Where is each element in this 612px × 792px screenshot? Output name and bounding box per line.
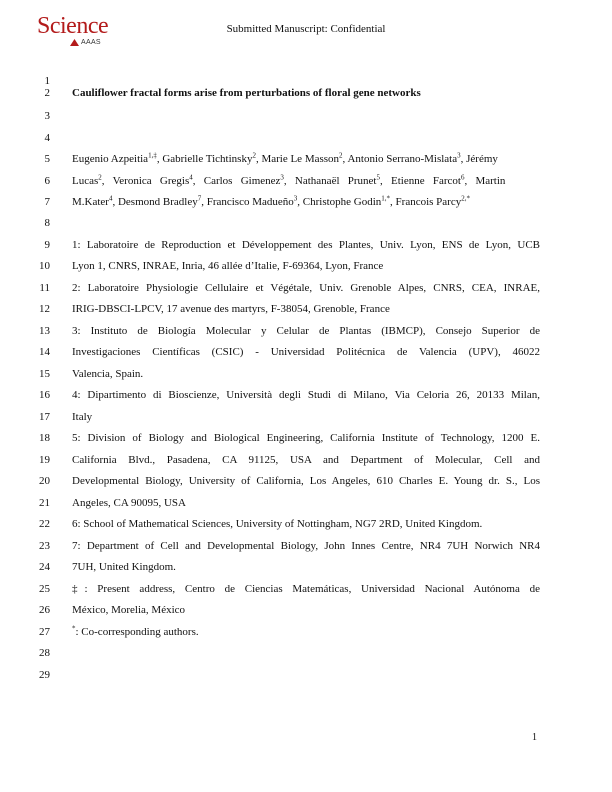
line-number: 29 — [39, 669, 50, 681]
affiliation-text: 1: Laboratoire de Reproduction et Développement des Plantes, Univ. Lyon, ENS de Lyon, UCB — [72, 239, 540, 251]
affiliation-text: Angeles, CA 90095, USA — [72, 497, 186, 509]
manuscript-line — [39, 539, 540, 559]
line-number: 17 — [39, 411, 50, 423]
affiliation-text: Developmental Biology, University of California, Los Angeles, 610 Charles E. Young dr. S., Los — [72, 475, 540, 487]
manuscript-line — [44, 216, 540, 236]
logo-wordmark: Science — [37, 13, 109, 39]
line-number: 2 — [44, 87, 50, 99]
line-number: 27 — [39, 626, 50, 638]
manuscript-line — [39, 281, 540, 301]
manuscript-line — [39, 582, 540, 602]
line-number: 11 — [39, 282, 50, 294]
manuscript-line — [44, 238, 540, 258]
manuscript-line — [39, 517, 540, 537]
manuscript-line — [44, 151, 540, 172]
manuscript-line — [39, 367, 540, 387]
affiliation-text: Investigaciones Científicas (CSIC) - Universidad Politécnica de Valencia (UPV), 46022 — [72, 346, 540, 358]
author-list: M.Kater$^4$, Desmond Bradley$^7$, Francisco Madueño$^3$, Christophe Godin$^{1,*}$, Francois Parcy$^{2,*}$ — [72, 194, 470, 208]
line-number: 3 — [44, 110, 50, 122]
manuscript-line — [39, 259, 540, 279]
manuscript-line — [39, 496, 540, 516]
manuscript-line — [39, 302, 540, 322]
affiliation-text: Italy — [72, 411, 93, 423]
manuscript-line — [39, 560, 540, 580]
line-number: 14 — [39, 346, 50, 358]
affiliation-text: México, Morelia, México — [72, 604, 186, 616]
manuscript-line — [44, 109, 540, 129]
manuscript-line — [39, 474, 540, 494]
line-number: 13 — [39, 325, 50, 337]
line-number: 26 — [39, 604, 50, 616]
line-number: 16 — [39, 389, 50, 401]
line-number: 5 — [44, 153, 50, 165]
line-number: 25 — [39, 583, 50, 595]
manuscript-line — [39, 453, 540, 473]
line-number: 15 — [39, 368, 50, 380]
line-number: 7 — [44, 196, 50, 208]
aaas-mark-icon — [70, 39, 79, 46]
affiliation-text: Valencia, Spain. — [72, 368, 144, 380]
manuscript-line — [44, 173, 540, 194]
affiliation-text: 2: Laboratoire Physiologie Cellulaire et Végétale, Univ. Grenoble Alpes, CNRS, CEA, INRAE, — [72, 282, 540, 294]
manuscript-line — [39, 646, 540, 666]
manuscript-line — [39, 668, 540, 688]
manuscript-line — [39, 345, 540, 365]
line-number: 19 — [39, 454, 50, 466]
corresponding-note: *: Co-corresponding authors. — [72, 624, 199, 638]
affiliation-text: Lyon 1, CNRS, INRAE, Inria, 46 allée d’Italie, F-69364, Lyon, France — [72, 260, 384, 272]
author-list: Lucas$^2$, Veronica Gregis$^4$, Carlos Gimenez$^3$, Nathanaël Prunet$^5$, Etienne Farcot$^6$, Martin — [72, 173, 506, 187]
affiliation-text: 4: Dipartimento di Bioscienze, Università degli Studi di Milano, Via Celoria 26, 20133 Milan, — [72, 389, 540, 401]
line-number: 12 — [39, 303, 50, 315]
line-number: 18 — [39, 432, 50, 444]
manuscript-line — [39, 388, 540, 408]
line-number: 1 — [44, 75, 50, 87]
manuscript-line — [39, 324, 540, 344]
affiliation-text: IRIG-DBSCI-LPCV, 17 avenue des martyrs, F-38054, Grenoble, France — [72, 303, 390, 315]
line-number: 9 — [44, 239, 50, 251]
line-number: 8 — [44, 217, 50, 229]
affiliation-text: 7: Department of Cell and Developmental Biology, John Innes Centre, NR4 7UH Norwich NR4 — [72, 540, 540, 552]
line-number: 24 — [39, 561, 50, 573]
line-number: 6 — [44, 175, 50, 187]
manuscript-line — [44, 194, 540, 215]
affiliation-text: 6: School of Mathematical Sciences, University of Nottingham, NG7 2RD, United Kingdom. — [72, 518, 483, 530]
manuscript-line — [44, 131, 540, 151]
line-number: 20 — [39, 475, 50, 487]
manuscript-line — [39, 431, 540, 451]
manuscript-line — [39, 624, 540, 645]
logo-aaas-text: AAAS — [81, 39, 101, 46]
line-number: 4 — [44, 132, 50, 144]
manuscript-line — [44, 86, 540, 106]
line-number: 10 — [39, 260, 50, 272]
manuscript-line — [39, 603, 540, 623]
logo-subtitle — [70, 39, 101, 46]
author-list: Eugenio Azpeitia$^{1,\ddagger}$, Gabrielle Tichtinsky$^2$, Marie Le Masson$^2$, Antonio Serrano-Mislata$^3$, Jérémy — [72, 151, 498, 165]
line-number: 21 — [39, 497, 50, 509]
paper-title: Cauliflower fractal forms arise from perturbations of floral gene networks — [72, 87, 421, 99]
affiliation-text: 7UH, United Kingdom. — [72, 561, 176, 573]
line-number: 28 — [39, 647, 50, 659]
line-number: 22 — [39, 518, 50, 530]
affiliation-text: ‡: Present address, Centro de Ciencias Matemáticas, Universidad Nacional Autónoma de — [72, 583, 540, 595]
running-head: Submitted Manuscript: Confidential — [226, 23, 386, 35]
affiliation-text: 3: Instituto de Biología Molecular y Celular de Plantas (IBMCP), Consejo Superior de — [72, 325, 540, 337]
affiliation-text: 5: Division of Biology and Biological Engineering, California Institute of Technology, 1200 E. — [72, 432, 540, 444]
manuscript-line — [39, 410, 540, 430]
line-number: 23 — [39, 540, 50, 552]
page-number: 1 — [532, 732, 537, 743]
affiliation-text: California Blvd., Pasadena, CA 91125, USA and Department of Molecular, Cell and — [72, 454, 540, 466]
